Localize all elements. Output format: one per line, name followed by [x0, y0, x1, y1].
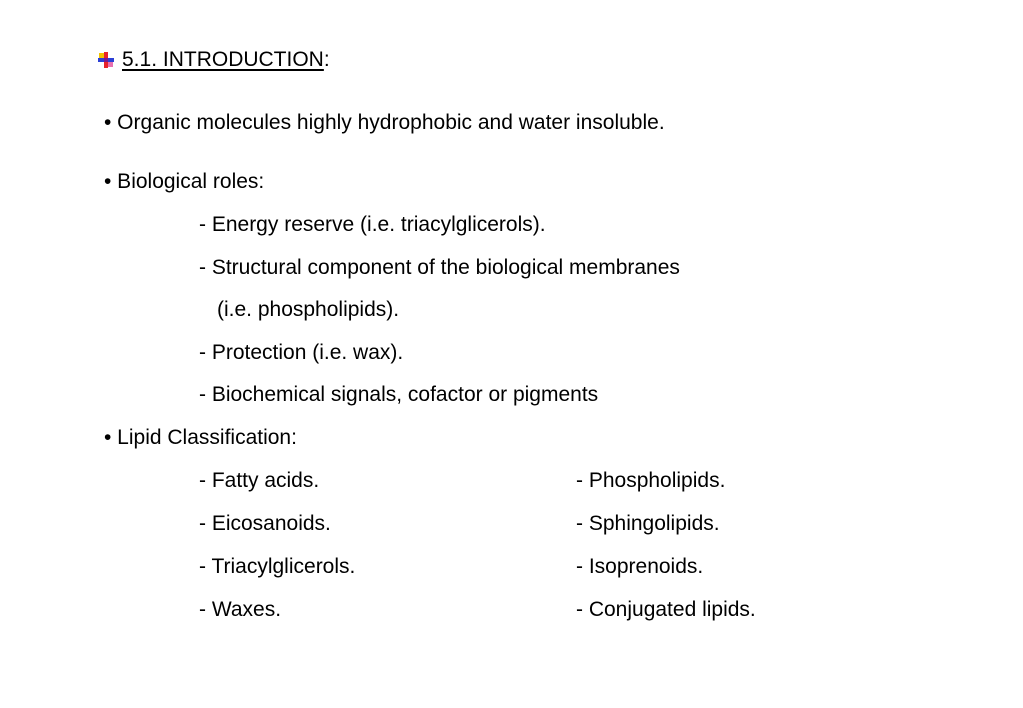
- classification-item: - Fatty acids.: [199, 469, 320, 492]
- classification-item: - Sphingolipids.: [576, 512, 720, 535]
- section-title: 5.1. INTRODUCTION: [122, 48, 324, 71]
- slide-bullet-icon: [98, 52, 114, 68]
- bullet-biological-roles: • Biological roles:: [104, 170, 265, 193]
- role-item: - Biochemical signals, cofactor or pigments: [199, 383, 599, 406]
- bullet-organic-molecules: • Organic molecules highly hydrophobic and water insoluble.: [104, 111, 665, 134]
- classification-item: - Waxes.: [199, 598, 282, 621]
- role-item-continuation: (i.e. phospholipids).: [217, 298, 400, 321]
- classification-item: - Eicosanoids.: [199, 512, 331, 535]
- classification-item: - Isoprenoids.: [576, 555, 704, 578]
- classification-item: - Phospholipids.: [576, 469, 726, 492]
- classification-item: - Triacylglicerols.: [199, 555, 356, 578]
- role-item: - Energy reserve (i.e. triacylglicerols).: [199, 213, 546, 236]
- bullet-lipid-classification: • Lipid Classification:: [104, 426, 297, 449]
- section-heading: [98, 47, 330, 73]
- role-item: - Protection (i.e. wax).: [199, 341, 404, 364]
- section-title-colon: :: [323, 48, 330, 71]
- role-item: - Structural component of the biological membranes: [199, 256, 680, 279]
- classification-item: - Conjugated lipids.: [576, 598, 756, 621]
